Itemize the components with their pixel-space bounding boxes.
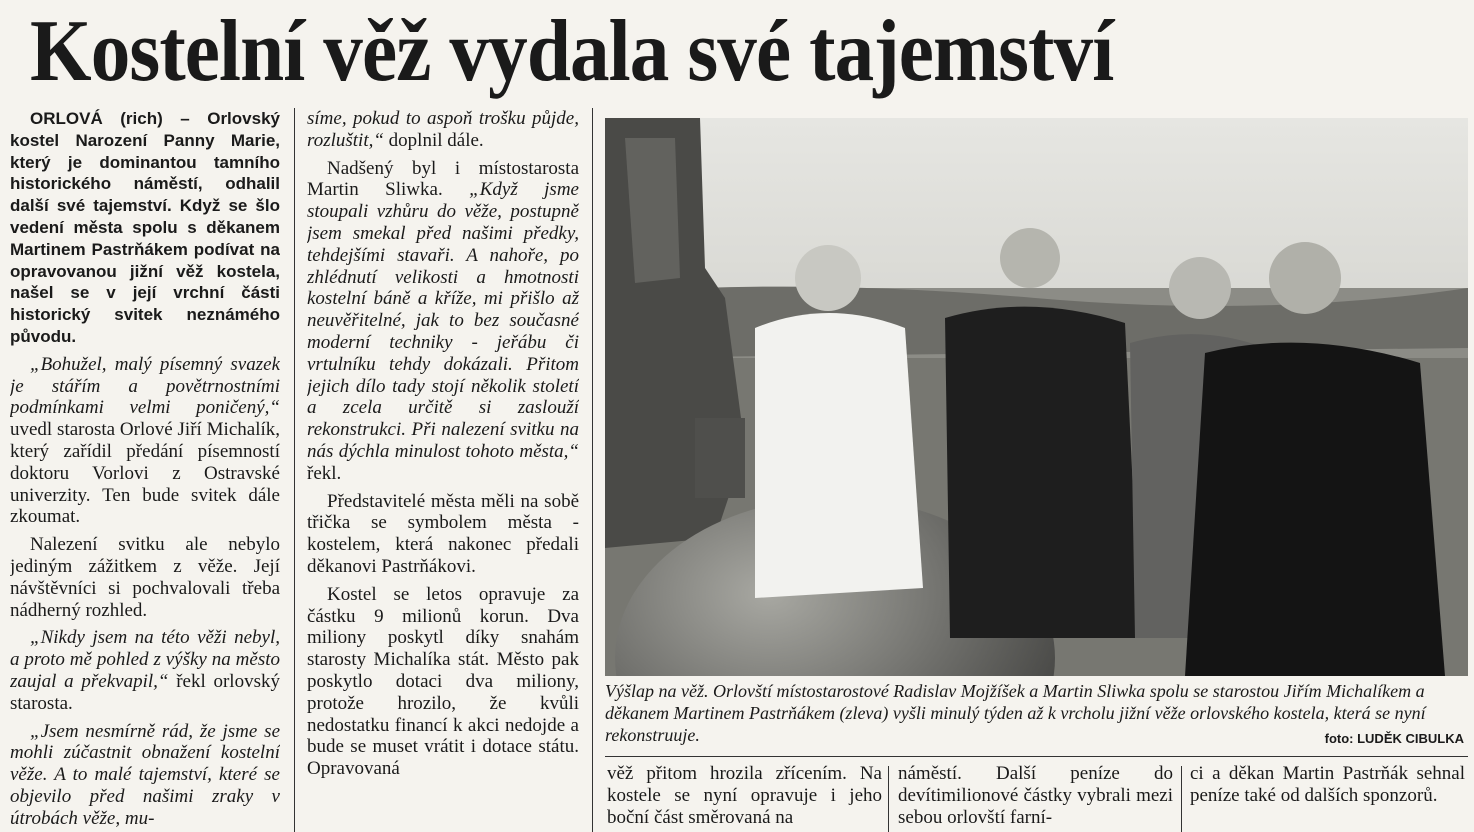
continuation-column-3: ci a děkan Martin Pastrňák sehnal peníze také od dalších sponzorů. <box>1190 763 1465 806</box>
paragraph: Nalezení svitku ale nebylo jediným zážitkem z věže. Její návštěvníci si pochvalovali třeba nádherný rozhled. <box>10 534 280 621</box>
quote: „Bohužel, malý písemný svazek je stářím a povětrnostními podmínkami velmi poničený,“ <box>10 353 280 419</box>
paragraph: Představitelé města měli na sobě třička se symbolem města - kostelem, která nakonec předali děkanovi Pastrňákovi. <box>307 490 579 577</box>
headline: Kostelní věž vydala své tajemství <box>30 3 1114 100</box>
quote: „Když jsme stoupali vzhůru do věže, postupně jsem smekal před našimi předky, tehdejšími stavaři. A nahoře, po zhlédnutí velikosti a hmotnosti kostelní báně a kříže, mi přišlo až neuvěřitelné, jak to bez současné moderní techniky - jeřábu či vrtulníku tehdy dokázali. Přitom jejich dílo tady stojí několik století a zcela určitě si zaslouží rekonstrukci. Při nalezení svitku na nás dýchla minulost tohoto města,“ <box>307 179 579 462</box>
text: řekl. <box>307 462 342 484</box>
continuation-column-2: náměstí. Další peníze do devítimilionové částky vybrali mezi sebou orlovští farní- <box>898 763 1173 828</box>
column-divider <box>294 108 295 832</box>
text: Nadšený byl i místostarosta Martin Sliwka. <box>307 157 579 201</box>
text: řekl orlovský starosta. <box>10 670 280 714</box>
article-column-2 <box>307 108 579 832</box>
quote: „Nikdy jsem na této věži nebyl, a proto mě pohled z výšky na město zaujal a překvapil,“ <box>10 627 280 692</box>
quote: síme, pokud to aspoň trošku půjde, rozluštit,“ <box>307 108 579 151</box>
text: doplnil dále. <box>383 129 484 151</box>
column-divider <box>592 108 593 832</box>
column-divider <box>1181 766 1182 832</box>
paragraph <box>10 354 280 528</box>
paragraph <box>307 158 579 485</box>
paragraph <box>10 627 280 714</box>
photo-illustration <box>605 118 1468 676</box>
paragraph <box>307 108 579 152</box>
caption-divider <box>605 756 1468 757</box>
column-divider <box>888 766 889 832</box>
news-photo <box>605 118 1468 676</box>
photo-caption: Výšlap na věž. Orlovští místostarostové Radislav Mojžíšek a Martin Sliwka spolu se starostou Jiřím Michalíkem a děkanem Martinem Pastrňákem (zleva) vyšli minulý týden až k vrcholu jižní věže orlovského kostela, která se nyní rekonstruuje. <box>605 681 1426 745</box>
article-column-1 <box>10 108 280 832</box>
paragraph: Kostel se letos opravuje za částku 9 milionů korun. Dva miliony poskytl díky snahám starosty Michalíka stát. Město pak poskytlo dotaci dva miliony, protože hrozilo, že kvůli nedostatku financí k akci nedojde a bude se muset vrátit i dotace státu. Opravovaná <box>307 583 579 780</box>
continuation-column-1: věž přitom hrozila zřícením. Na kostele se nyní opravuje i jeho boční část směrovaná na <box>607 763 882 828</box>
quote: „Jsem nesmírně rád, že jsme se mohli zúčastnit obnažení kostelní věže. A to malé tajemství, které se objevilo před našimi zraky v útrobách věže, mu- <box>10 720 280 829</box>
photo-credit: foto: LUDĚK CIBULKA <box>1324 731 1464 746</box>
text: uvedl starosta Orlové Jiří Michalík, který zařídil předání písemností doktoru Vorlovi z Ostravské univerzity. Ten bude svitek dále zkoumat. <box>10 419 280 528</box>
lead-paragraph: ORLOVÁ (rich) – Orlovský kostel Narození Panny Marie, který je dominantou tamního historického náměstí, odhalil další své tajemství. Když se šlo vedení města spolu s děkanem Martinem Pastrňákem podívat na opravovanou jižní věž kostela, našel se v její vrchní části historický svitek neznámého původu. <box>10 109 280 346</box>
paragraph <box>10 721 280 830</box>
